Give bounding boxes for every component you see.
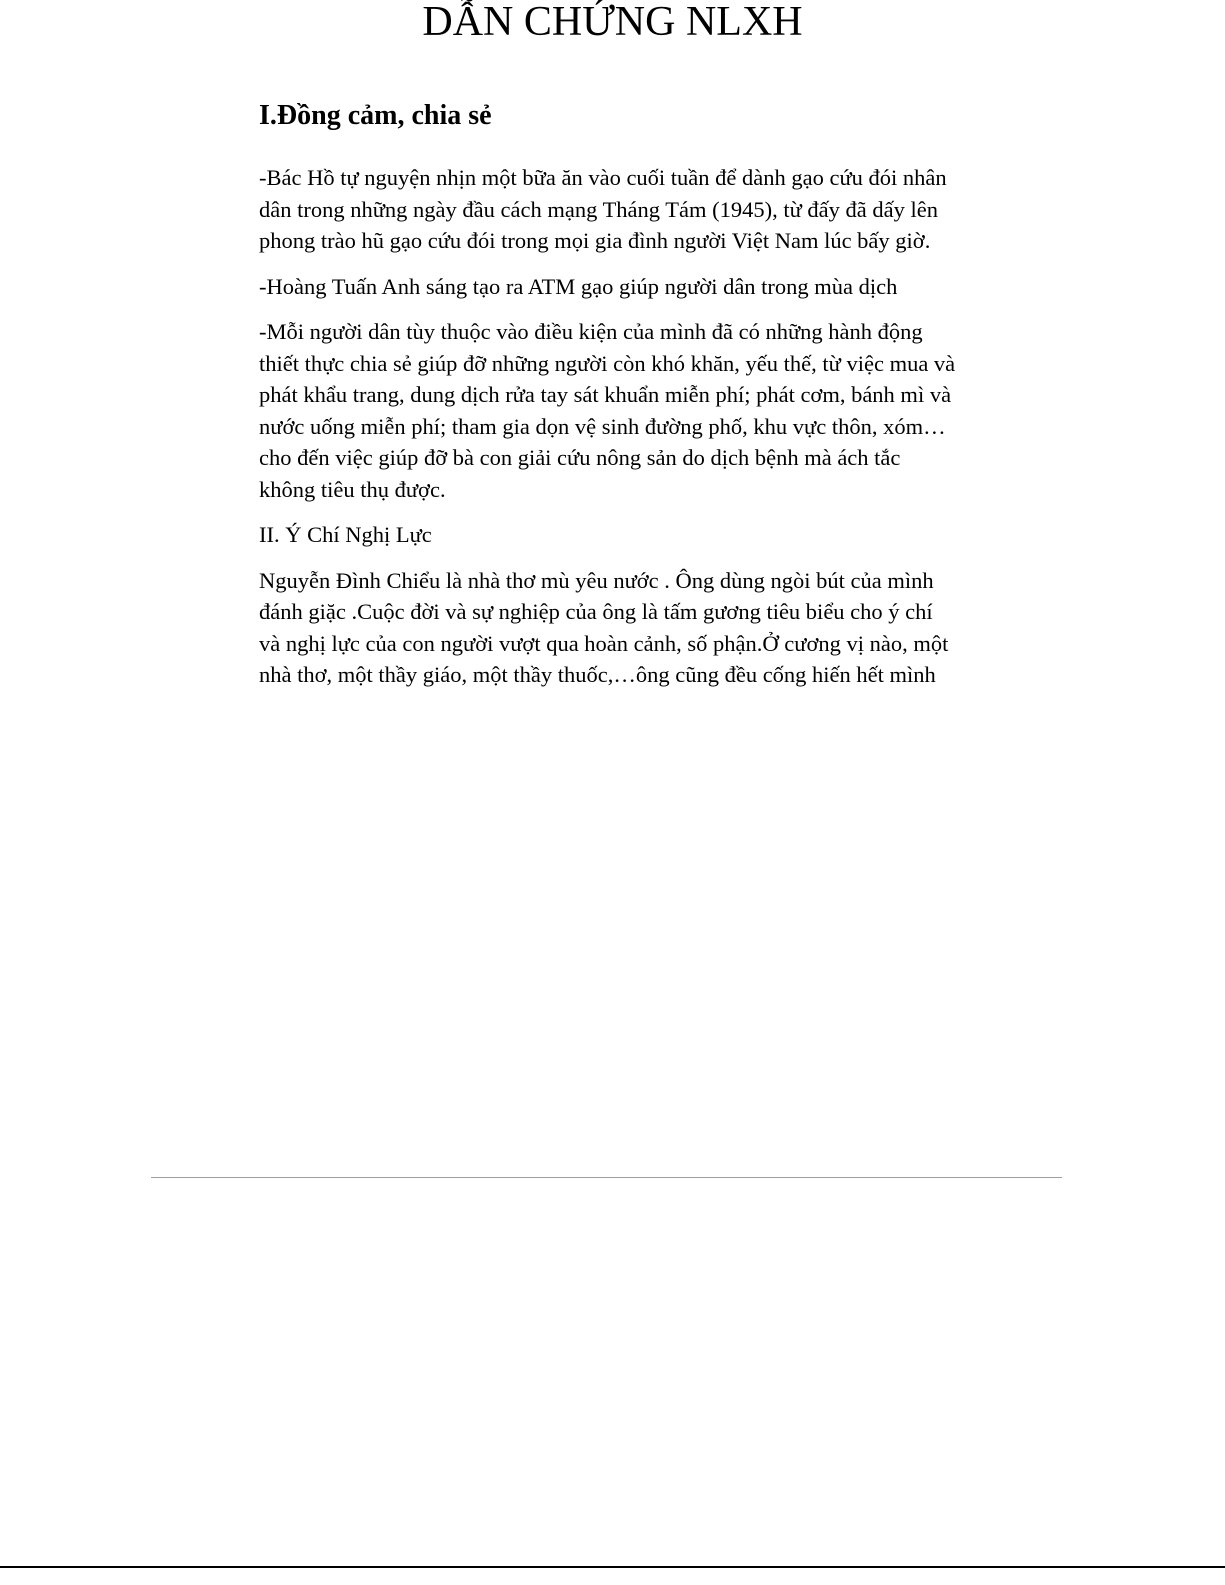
bottom-border bbox=[0, 1566, 1225, 1568]
paragraph-nguyen-dinh-chieu: Nguyễn Đình Chiểu là nhà thơ mù yêu nước . Ông dùng ngòi bút của mình đánh giặc .Cuộc đời và sự nghiệp của ông là tấm gương tiêu biểu cho ý chí và nghị lực của con người vượt qua hoàn cảnh, số phận.Ở cương vị nào, một nhà thơ, một thầy giáo, một thầy thuốc,…ông cũng đều cống hiến hết mình bbox=[259, 567, 949, 687]
paragraph-uncle-ho: -Bác Hồ tự nguyện nhịn một bữa ăn vào cuối tuần để dành gạo cứu đói nhân dân trong những ngày đầu cách mạng Tháng Tám (1945), từ đấy đã dấy lên phong trào hũ gạo cứu đói trong mọi gia đình người Việt Nam lúc bấy giờ. bbox=[259, 165, 947, 253]
page-divider bbox=[151, 1177, 1062, 1178]
section-heading-empathy: I.Đồng cảm, chia sẻ bbox=[259, 100, 492, 131]
document-body bbox=[259, 96, 959, 705]
paragraph-rice-atm: -Hoàng Tuấn Anh sáng tạo ra ATM gạo giúp người dân trong mùa dịch bbox=[259, 273, 898, 299]
document-title: DẪN CHỨNG NLXH bbox=[422, 0, 803, 45]
section-heading-willpower: II. Ý Chí Nghị Lực bbox=[259, 522, 432, 547]
paragraph-citizens-sharing: -Mỗi người dân tùy thuộc vào điều kiện của mình đã có những hành động thiết thực chia sẻ giúp đỡ những người còn khó khăn, yếu thế, từ việc mua và phát khẩu trang, dung dịch rửa tay sát khuẩn miễn phí; phát cơm, bánh mì và nước uống miễn phí; tham gia dọn vệ sinh đường phố, khu vực thôn, xóm… cho đến việc giúp đỡ bà con giải cứu nông sản do dịch bệnh mà ách tắc không tiêu thụ được. bbox=[259, 319, 956, 502]
